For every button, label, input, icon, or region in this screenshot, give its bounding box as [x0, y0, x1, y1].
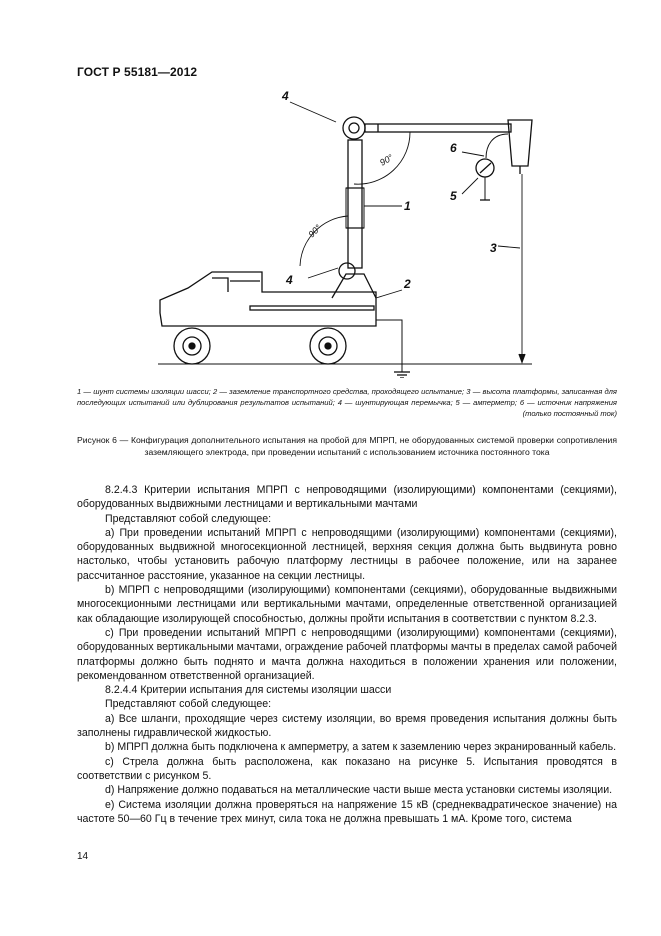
figure-legend — [77, 386, 617, 419]
list-item: c) Стрела должна быть расположена, как показано на рисунке 5. Испытания проводятся в соответствии с рисунком 5. — [77, 755, 617, 782]
list-item: d) Напряжение должно подаваться на металлические части выше места установки системы изоляции. — [105, 784, 613, 797]
callout-6: 6 — [450, 141, 457, 155]
list-item: c) При проведении испытаний МПРП с непроводящими (изолирующими) компонентами (секциями), оборудованных вертикальными мачтами, ограждение рабочей платформы мачты в пределах самой рабочей платформы должно быть поднято и мачта должна находиться в положении хранения или положении, рекомендованном ответственной организацией. — [77, 626, 617, 682]
mast — [348, 140, 362, 268]
document-header: ГОСТ Р 55181—2012 — [77, 65, 198, 79]
test-configuration-drawing — [140, 88, 540, 378]
turntable-base — [332, 274, 376, 298]
figure-caption: Рисунок 6 — Конфигурация дополнительного испытания на пробой для МПРП, не оборудованных системой проверки сопротивления заземляющего электрода, при проведении испытаний с использованием источника постоянного тока — [77, 435, 617, 457]
angle-arc-lower — [300, 216, 348, 266]
legend-item: 6 — источник напряжения (только постоянный ток) — [519, 398, 617, 418]
upper-pivot — [343, 117, 365, 139]
figure-6-diagram — [140, 88, 540, 378]
lower-jumper — [339, 263, 355, 279]
callout-3: 3 — [490, 241, 497, 255]
list-item: a) Все шланги, проходящие через систему изоляции, во время проведения испытания должны быть заполнены гидравлической жидкостью. — [77, 712, 617, 740]
legend-item: 3 — высота платформы, записанная для последующих испытаний или дублирования результатов испытаний; — [77, 387, 617, 407]
paragraph: Представляют собой следующее: — [105, 698, 272, 711]
truck-frame — [250, 306, 374, 310]
callout-5: 5 — [450, 189, 457, 203]
page-number: 14 — [77, 851, 89, 862]
body-text — [77, 483, 617, 826]
list-item: e) Система изоляции должна проверяться на напряжение 15 кВ (среднеквадратическое значение) на частоте 50—60 Гц в течение трех минут, сила тока не должна превышать 1 мА. Кроме того, система — [77, 798, 617, 825]
list-item: b) МПРП должна быть подключена к амперметру, а затем к заземлению через экранированный кабель. — [105, 741, 617, 754]
boom — [365, 124, 511, 132]
section-heading: 8.2.4.3 Критерии испытания МПРП с непроводящими (изолирующими) компонентами (секциями), оборудованных выдвижными лестницами и вертикальными мачтами — [77, 484, 617, 511]
section-heading: 8.2.4.4 Критерии испытания для системы изоляции шасси — [105, 684, 392, 697]
legend-item: 1 — шунт системы изоляции шасси; — [77, 387, 213, 396]
callout-1: 1 — [404, 199, 411, 213]
legend-item: 5 — амперметр; — [455, 398, 520, 407]
angle-label-lower: 90° — [306, 222, 324, 240]
legend-item: 4 — шунтирующая перемычка; — [337, 398, 456, 407]
list-item: b) МПРП с непроводящими (изолирующими) компонентами (секциями), оборудованные выдвижными многосекционными лестницами или вертикальными мачтами, определенные ответственной организацией как обладающие изолирующей способностью, должны пройти испытания в соответствии с пунктом 8.2.3. — [77, 584, 617, 625]
list-item: a) При проведении испытаний МПРП с непроводящими (изолирующими) компонентами (секциями), оборудованных выдвижной многосекционной лестницей, верхняя секция должна быть выдвинута ровно настолько, чтобы установить рабочую платформу лестницы в рабочее положение, или на заранее рассчитанное расстояние, указанное на секции лестницы. — [77, 526, 617, 582]
legend-item: 2 — заземление транспортного средства, проходящего испытание; — [212, 387, 467, 396]
truck-body — [160, 272, 376, 326]
callout-4-upper: 4 — [282, 89, 289, 103]
callout-4-lower: 4 — [286, 273, 293, 287]
angle-label-upper: 90° — [378, 152, 395, 168]
paragraph: Представляют собой следующее: — [105, 512, 272, 525]
callout-2: 2 — [404, 277, 411, 291]
